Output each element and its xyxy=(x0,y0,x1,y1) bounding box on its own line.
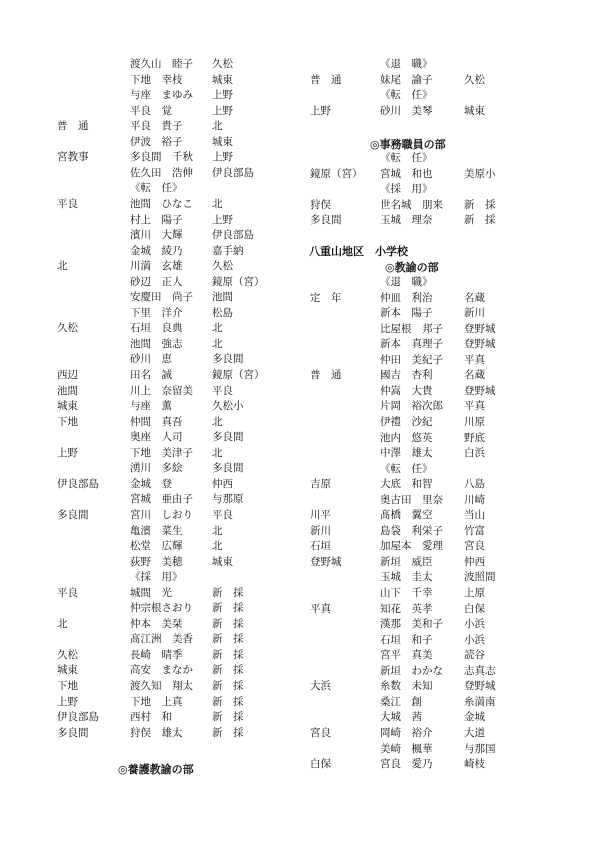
destination: 北 xyxy=(212,322,223,335)
destination: 読谷 xyxy=(464,649,485,662)
destination: 久松小 xyxy=(212,400,244,413)
destination: 川原 xyxy=(464,415,485,428)
list-row xyxy=(298,151,596,167)
list-row xyxy=(298,695,596,711)
destination: 新 採 xyxy=(212,648,244,661)
person-name: 山下 千幸 xyxy=(380,587,433,599)
destination: 久松 xyxy=(212,260,233,273)
list-row xyxy=(0,88,298,104)
destination: 登野城 xyxy=(464,338,496,351)
school-name: 城東 xyxy=(57,664,78,677)
destination: 新 採 xyxy=(212,602,244,615)
list-row xyxy=(298,306,596,322)
person-name: 妹尾 諭子 xyxy=(380,73,433,86)
destination: 鏡原（宮） xyxy=(212,275,265,288)
person-name: 宮良 愛乃 xyxy=(380,758,433,771)
list-row xyxy=(0,524,298,540)
destination: 新 採 xyxy=(212,664,244,677)
person-name: 川満 玄雄 xyxy=(130,260,183,273)
right-column xyxy=(298,0,596,842)
person-name: 伊禮 沙紀 xyxy=(380,415,433,428)
destination: 久松 xyxy=(212,58,233,70)
person-name: 池内 悠英 xyxy=(380,431,433,444)
school-name: 池間 xyxy=(57,384,78,397)
destination: 与那国 xyxy=(464,742,496,755)
list-row xyxy=(0,119,298,135)
list-row xyxy=(298,384,596,400)
list-row xyxy=(298,493,596,509)
person-name: 世名城 朋来 xyxy=(380,198,443,211)
destination: 当山 xyxy=(464,509,485,522)
destination: 竹富 xyxy=(464,524,485,537)
destination: 波照間 xyxy=(464,571,496,584)
list-row xyxy=(0,244,298,260)
list-row xyxy=(0,539,298,555)
destination: 城東 xyxy=(212,135,233,148)
destination: 伊良部島 xyxy=(212,166,254,179)
list-row xyxy=(0,726,298,742)
person-name: 安慶田 尚子 xyxy=(130,291,193,304)
school-name: 定 年 xyxy=(310,291,342,304)
person-name: 砂川 恵 xyxy=(130,353,172,366)
list-row xyxy=(298,602,596,618)
person-name: 中澤 雄太 xyxy=(380,447,433,460)
list-row xyxy=(0,679,298,695)
person-name: 長崎 晴季 xyxy=(130,648,183,661)
school-name: 平良 xyxy=(57,197,78,210)
list-row xyxy=(298,679,596,695)
list-row xyxy=(298,726,596,742)
destination: 美原小 xyxy=(464,167,496,180)
person-name: 高安 まなか xyxy=(130,664,193,677)
destination: 白浜 xyxy=(464,447,485,460)
destination: 新 採 xyxy=(212,711,244,724)
list-row xyxy=(0,104,298,120)
list-row xyxy=(298,198,596,214)
school-name: 新川 xyxy=(310,524,331,537)
person-name: 片岡 裕次郎 xyxy=(380,400,443,413)
person-name: 平良 覚 xyxy=(130,104,172,117)
list-row xyxy=(298,88,596,104)
list-row xyxy=(298,73,596,89)
person-name: 新本 真理子 xyxy=(380,338,443,351)
person-name: 狩俣 雄太 xyxy=(130,726,183,739)
person-name: 石垣 和子 xyxy=(380,633,433,646)
destination: 多良間 xyxy=(212,462,244,475)
list-row xyxy=(0,352,298,368)
person-name: 《転 任》 xyxy=(130,182,183,195)
person-name: 新垣 わかな xyxy=(380,664,443,677)
school-name: 下地 xyxy=(57,415,78,428)
list-row xyxy=(298,477,596,493)
person-name: 髙橋 翼空 xyxy=(380,509,433,522)
person-name: 《退 職》 xyxy=(380,58,433,70)
school-name: 大浜 xyxy=(310,680,331,693)
person-name: 伊波 裕子 xyxy=(130,135,183,148)
destination: 北 xyxy=(212,337,223,350)
destination: 名蔵 xyxy=(464,291,485,304)
destination: 与那原 xyxy=(212,493,244,506)
list-row xyxy=(298,555,596,571)
destination: 仲西 xyxy=(212,477,233,490)
list-row xyxy=(0,213,298,229)
person-name: 髙江洲 美香 xyxy=(130,633,193,646)
person-name: 池間 強志 xyxy=(130,337,183,350)
person-name: 西村 和 xyxy=(130,711,172,724)
school-name: 川平 xyxy=(310,509,331,522)
school-name: 久松 xyxy=(57,322,78,335)
list-row xyxy=(0,617,298,633)
list-row xyxy=(0,337,298,353)
region-heading-yaeyama: 八重山地区 小学校 xyxy=(309,245,408,258)
list-row xyxy=(298,57,596,73)
person-name: 田名 誠 xyxy=(130,369,172,381)
school-name: 上野 xyxy=(310,104,331,117)
list-row xyxy=(0,508,298,524)
person-name: 宮城 亜由子 xyxy=(130,493,193,506)
person-name: 湧川 多絵 xyxy=(130,462,183,475)
person-name: 城間 光 xyxy=(130,586,172,599)
list-row xyxy=(0,586,298,602)
person-name: 金城 綾乃 xyxy=(130,244,183,257)
person-name: 平良 貴子 xyxy=(130,120,183,133)
person-name: 多良間 千秋 xyxy=(130,151,193,164)
list-row xyxy=(0,632,298,648)
person-name: 美崎 楓華 xyxy=(380,742,433,755)
list-row xyxy=(0,197,298,213)
list-row xyxy=(0,135,298,151)
list-row xyxy=(0,430,298,446)
destination: 新 採 xyxy=(212,726,244,739)
list-row xyxy=(0,275,298,291)
list-row xyxy=(298,508,596,524)
destination: 上野 xyxy=(212,151,233,164)
list-row xyxy=(0,710,298,726)
person-name: 奥古田 里奈 xyxy=(380,493,443,506)
person-name: 《転 任》 xyxy=(380,89,433,102)
school-name: 普 通 xyxy=(310,369,342,382)
person-name: 与座 まゆみ xyxy=(130,89,193,102)
destination: 北 xyxy=(212,446,223,459)
school-name: 宮良 xyxy=(310,726,331,739)
school-name: 城東 xyxy=(57,400,78,413)
destination: 城東 xyxy=(464,104,485,117)
school-name: 西辺 xyxy=(57,369,78,381)
list-row xyxy=(0,228,298,244)
person-name: 加屋本 愛理 xyxy=(380,540,443,553)
list-row xyxy=(298,322,596,338)
destination: 登野城 xyxy=(464,680,496,693)
school-name: 伊良部島 xyxy=(57,477,99,490)
school-name: 多良間 xyxy=(57,508,89,521)
person-name: 石垣 良典 xyxy=(130,322,183,335)
person-name: 川上 奈留美 xyxy=(130,384,193,397)
destination: 平真 xyxy=(464,353,485,366)
person-name: 島袋 利栄子 xyxy=(380,524,443,537)
list-row xyxy=(0,259,298,275)
list-row xyxy=(298,182,596,198)
list-row xyxy=(0,648,298,664)
destination: 上野 xyxy=(212,213,233,226)
list-row xyxy=(298,415,596,431)
person-name: 下地 幸枝 xyxy=(130,73,183,86)
person-name: 宮城 和也 xyxy=(380,167,433,180)
list-row xyxy=(298,431,596,447)
destination: 北 xyxy=(212,120,223,133)
destination: 多良間 xyxy=(212,353,244,366)
destination: 多良間 xyxy=(212,431,244,444)
school-name: 北 xyxy=(57,617,68,630)
person-name: 《採 用》 xyxy=(380,183,433,196)
school-name: 宮教事 xyxy=(57,151,89,164)
person-name: 仲田 美紀子 xyxy=(380,353,443,366)
destination: 仲西 xyxy=(464,555,485,568)
destination: 金城 xyxy=(464,711,485,724)
person-name: 玉城 圭太 xyxy=(380,571,433,584)
destination: 新 採 xyxy=(212,633,244,646)
list-row xyxy=(298,213,596,229)
list-row xyxy=(0,663,298,679)
destination: 志真志 xyxy=(464,664,496,677)
destination: 新 採 xyxy=(464,214,496,227)
list-row xyxy=(298,648,596,664)
list-row xyxy=(0,73,298,89)
school-name: 普 通 xyxy=(310,73,342,86)
destination: 新 採 xyxy=(212,586,244,599)
school-name: 多良間 xyxy=(57,726,89,739)
person-name: 仲間 真吾 xyxy=(130,415,183,428)
list-row xyxy=(0,57,298,73)
school-name: 石垣 xyxy=(310,540,331,553)
person-name: 仲嵩 大貴 xyxy=(380,384,433,397)
school-name: 多良間 xyxy=(310,214,342,227)
person-name: 比屋根 邦子 xyxy=(380,322,443,335)
destination: 池間 xyxy=(212,291,233,304)
destination: 城東 xyxy=(212,73,233,86)
destination: 北 xyxy=(212,197,223,210)
person-name: 知花 英孝 xyxy=(380,602,433,615)
list-row xyxy=(298,167,596,183)
person-name: 漢那 美和子 xyxy=(380,618,443,631)
person-name: 池間 ひなこ xyxy=(130,197,193,210)
list-row xyxy=(0,415,298,431)
list-row xyxy=(298,617,596,633)
list-row xyxy=(0,166,298,182)
school-name: 平良 xyxy=(57,586,78,599)
person-name: 渡久知 翔太 xyxy=(130,680,193,692)
destination: 宮良 xyxy=(464,540,485,553)
person-name: 玉城 理奈 xyxy=(380,214,433,227)
list-row xyxy=(298,104,596,120)
destination: 新川 xyxy=(464,307,485,320)
school-name: 平真 xyxy=(310,602,331,615)
list-row xyxy=(0,399,298,415)
list-row xyxy=(0,446,298,462)
destination: 平真 xyxy=(464,400,485,413)
school-name: 上野 xyxy=(57,695,78,708)
list-row xyxy=(0,181,298,197)
list-row xyxy=(0,601,298,617)
destination: 北 xyxy=(212,524,223,537)
person-name: 金城 登 xyxy=(130,477,172,490)
destination: 川崎 xyxy=(464,493,485,506)
destination: 伊良部島 xyxy=(212,229,254,242)
person-name: 濱川 大輝 xyxy=(130,229,183,242)
list-row xyxy=(0,695,298,711)
list-row xyxy=(298,462,596,478)
school-name: 吉原 xyxy=(310,478,331,491)
list-row xyxy=(0,368,298,384)
person-name: 村上 陽子 xyxy=(130,213,183,226)
school-name: 下地 xyxy=(57,680,78,692)
destination: 北 xyxy=(212,540,223,553)
destination: 鏡原（宮） xyxy=(212,369,265,381)
person-name: 砂辺 正人 xyxy=(130,275,183,288)
person-name: 《転 任》 xyxy=(380,462,433,475)
school-name: 北 xyxy=(57,260,68,273)
list-row xyxy=(0,477,298,493)
destination: 小浜 xyxy=(464,633,485,646)
destination: 新 採 xyxy=(212,680,244,692)
person-name: 渡久山 睦子 xyxy=(130,58,193,70)
person-name: 糸数 未知 xyxy=(380,680,433,693)
destination: 新 採 xyxy=(212,617,244,630)
list-row xyxy=(298,539,596,555)
school-name: 久松 xyxy=(57,648,78,661)
destination: 名蔵 xyxy=(464,369,485,382)
person-name: 新本 陽子 xyxy=(380,307,433,320)
school-name: 上野 xyxy=(57,446,78,459)
list-row xyxy=(0,150,298,166)
list-row xyxy=(298,757,596,773)
person-name: 下里 洋介 xyxy=(130,306,183,319)
destination: 小浜 xyxy=(464,618,485,631)
school-name: 伊良部島 xyxy=(57,711,99,724)
list-row xyxy=(0,321,298,337)
destination: 嘉手納 xyxy=(212,244,244,257)
list-row xyxy=(298,570,596,586)
person-name: 下地 美津子 xyxy=(130,446,193,459)
list-row xyxy=(298,337,596,353)
destination: 平良 xyxy=(212,508,233,521)
list-row xyxy=(298,586,596,602)
person-name: 亀濱 菜生 xyxy=(130,524,183,537)
destination: 新 採 xyxy=(212,695,244,708)
section-heading-jimu: ◎事務職員の部 xyxy=(370,138,446,151)
person-name: 《転 任》 xyxy=(380,152,433,164)
destination: 大道 xyxy=(464,726,485,739)
list-row xyxy=(298,291,596,307)
destination: 平良 xyxy=(212,384,233,397)
destination: 久松 xyxy=(464,73,485,86)
destination: 野底 xyxy=(464,431,485,444)
person-name: 下地 上真 xyxy=(130,695,183,708)
school-name: 普 通 xyxy=(57,120,89,133)
list-row xyxy=(0,570,298,586)
destination: 上野 xyxy=(212,104,233,117)
person-name: 大底 和智 xyxy=(380,478,433,491)
person-name: 仲皿 利治 xyxy=(380,291,433,304)
list-row xyxy=(298,633,596,649)
school-name: 登野城 xyxy=(310,555,342,568)
section-heading-yogo: ◎養護教諭の部 xyxy=(118,763,194,776)
person-name: 宮川 しおり xyxy=(130,508,193,521)
person-name: 《採 用》 xyxy=(130,571,183,584)
person-name: 新垣 威臣 xyxy=(380,555,433,568)
school-name: 鏡原（宮） xyxy=(310,167,363,180)
list-row xyxy=(0,555,298,571)
destination: 白保 xyxy=(464,602,485,615)
person-name: 与座 薫 xyxy=(130,400,172,413)
list-row xyxy=(0,461,298,477)
list-row xyxy=(0,306,298,322)
list-row xyxy=(298,368,596,384)
person-name: 奥座 人司 xyxy=(130,431,183,444)
person-name: 荻野 美穂 xyxy=(130,555,183,568)
person-name: 砂川 美琴 xyxy=(380,104,433,117)
destination: 登野城 xyxy=(464,384,496,397)
list-row xyxy=(0,384,298,400)
school-name: 狩俣 xyxy=(310,198,331,211)
person-name: 松堂 広輝 xyxy=(130,540,183,553)
person-name: 大城 茜 xyxy=(380,711,422,724)
destination: 八島 xyxy=(464,478,485,491)
destination: 上野 xyxy=(212,89,233,102)
person-name: 岡崎 裕介 xyxy=(380,726,433,739)
destination: 糸満南 xyxy=(464,695,496,708)
list-row xyxy=(298,399,596,415)
list-row xyxy=(298,710,596,726)
destination: 崎枝 xyxy=(464,758,485,771)
list-row xyxy=(298,353,596,369)
destination: 城東 xyxy=(212,555,233,568)
list-row xyxy=(298,446,596,462)
section-heading-kyoyu: ◎教諭の部 xyxy=(385,261,439,274)
person-name: 桑江 創 xyxy=(380,695,422,708)
person-name: 國吉 杏利 xyxy=(380,369,433,382)
person-name: 《退 職》 xyxy=(380,276,433,288)
list-row xyxy=(298,275,596,291)
destination: 上原 xyxy=(464,587,485,599)
list-row xyxy=(0,492,298,508)
list-row xyxy=(298,524,596,540)
destination: 登野城 xyxy=(464,322,496,335)
destination: 北 xyxy=(212,415,223,428)
person-name: 仲本 美栞 xyxy=(130,617,183,630)
list-row xyxy=(298,664,596,680)
person-name: 佐久田 浩伸 xyxy=(130,166,193,179)
person-name: 仲宗根さおり xyxy=(130,602,193,615)
person-name: 宮平 真美 xyxy=(380,649,433,662)
destination: 松島 xyxy=(212,306,233,319)
destination: 新 採 xyxy=(464,198,496,211)
list-row xyxy=(298,742,596,758)
school-name: 白保 xyxy=(310,758,331,771)
list-row xyxy=(0,290,298,306)
